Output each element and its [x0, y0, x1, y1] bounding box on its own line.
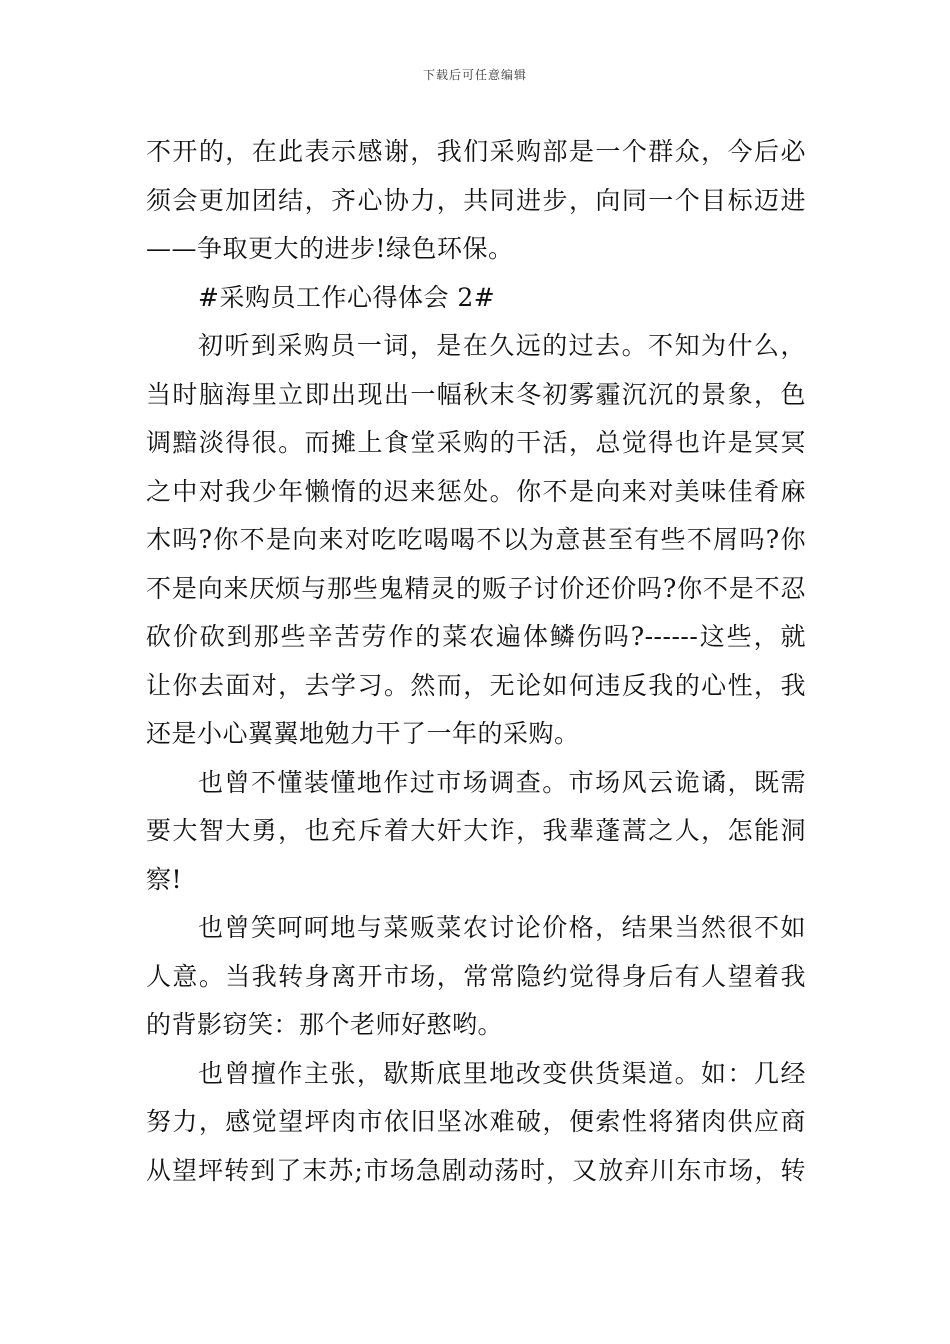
- text-line: 须会更加团结，齐心协力，共同进步，向同一个目标迈进: [146, 185, 806, 215]
- text-line: 之中对我少年懒惰的迟来惩处。你不是向来对美味佳肴麻: [146, 476, 806, 506]
- section-heading: #采购员工作心得体会 2#: [198, 282, 496, 312]
- text-line: 不开的，在此表示感谢，我们采购部是一个群众，今后必: [146, 137, 806, 166]
- text-line: 调黯淡得很。而摊上食堂采购的干活，总觉得也许是冥冥: [146, 428, 806, 457]
- text-line: 初听到采购员一词，是在久远的过去。不知为什么，: [198, 331, 806, 360]
- text-line: 木吗?你不是向来对吃吃喝喝不以为意甚至有些不屑吗?你: [146, 525, 806, 554]
- text-line: 也曾不懂装懂地作过市场调查。市场风云诡谲，既需: [198, 767, 806, 797]
- text-line: 也曾笑呵呵地与菜贩菜农讨论价格，结果当然很不如: [198, 913, 806, 942]
- text-line: 察!: [146, 864, 183, 894]
- document-body: [146, 128, 806, 1195]
- header-note: 下载后可任意编辑: [422, 68, 527, 82]
- text-line: 人意。当我转身离开市场，常常隐约觉得身后有人望着我: [146, 961, 806, 991]
- text-line: 砍价砍到那些辛苦劳作的菜农遍体鳞伤吗?------这些，就: [146, 622, 806, 651]
- text-line: 努力，感觉望坪肉市依旧坚冰难破，便索性将猪肉供应商: [146, 1107, 806, 1136]
- text-line: ——争取更大的进步!绿色环保。: [146, 234, 514, 263]
- text-line: 的背影窃笑：那个老师好憨哟。: [146, 1010, 504, 1039]
- text-line: 要大智大勇，也充斥着大奸大诈，我辈蓬蒿之人，怎能洞: [146, 816, 806, 845]
- text-line: 不是向来厌烦与那些鬼精灵的贩子讨价还价吗?你不是不忍: [146, 573, 806, 603]
- text-line: 也曾擅作主张，歇斯底里地改变供货渠道。如：几经: [198, 1058, 806, 1088]
- text-line: 还是小心翼翼地勉力干了一年的采购。: [146, 719, 580, 748]
- text-line: 从望坪转到了末苏;市场急剧动荡时，又放弃川东市场，转: [146, 1155, 806, 1185]
- text-line: 当时脑海里立即出现出一幅秋末冬初雾霾沉沉的景象，色: [146, 379, 806, 409]
- text-line: 让你去面对，去学习。然而，无论如何违反我的心性，我: [146, 670, 806, 700]
